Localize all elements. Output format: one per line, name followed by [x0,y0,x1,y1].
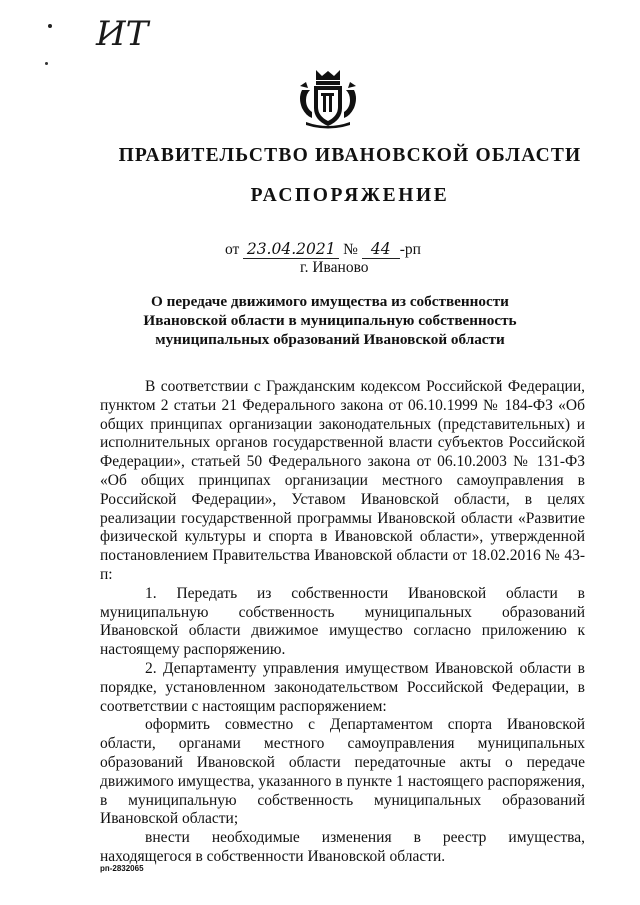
organization-title: ПРАВИТЕЛЬСТВО ИВАНОВСКОЙ ОБЛАСТИ [118,145,582,166]
item-1-paragraph: 1. Передать из собственности Ивановской области в муниципальную собственность муниципальных образований Ивановской области движимое имущество согласно приложению к настоящему распоряжению. [100,584,585,659]
item-2-paragraph: 2. Департаменту управления имуществом Ивановской области в порядке, установленном законодательством Российской Федерации, в соответствии с настоящим распоряжением: [100,659,585,715]
item-2b-paragraph: внести необходимые изменения в реестр имущества, находящегося в собственности Ивановской области. [100,829,585,865]
number-sign: № [343,241,358,258]
preamble-paragraph: В соответствии с Гражданским кодексом Российской Федерации, пунктом 2 статьи 21 Федерального закона от 06.10.1999 № 184-ФЗ «Об общих принципах организации законодательных (представительных) и исполнительных органов государственной власти субъектов Российской Федерации», статьей 50 Федерального закона от 06.10.2003 № 131-ФЗ «Об общих принципах организации местного самоуправления в Российской Федерации», Уставом Ивановской области, в целях реализации государственной программы Ивановской области «Развитие физической культуры и спорта в Ивановской области», утвержденной постановлением Правительства Ивановской области от 18.02.2016 № 43-п: [100,378,585,583]
item-2a-paragraph: оформить совместно с Департаментом спорта Ивановской области, органами местного самоуправления муниципальных образований Ивановской области передаточные акты о передаче движимого имущества, указанного в пункте 1 настоящего распоряжения, в муниципальную собственность муниципальных образований Ивановской области; [100,716,585,828]
city: г. Иваново [300,259,369,276]
stray-ink-dot [45,62,48,65]
footer-document-code: рп-2832065 [100,864,144,873]
document-heading: О передаче движимого имущества из собственности Ивановской области в муниципальную собственность муниципальных образований Ивановской области [143,293,517,348]
number-suffix: -рп [399,241,421,258]
date-prefix: от [225,241,240,258]
document-body [100,378,585,867]
handwritten-date: 23.04.2021 [243,240,339,259]
stray-ink-dot [48,24,52,28]
document-type-title: РАСПОРЯЖЕНИЕ [250,185,450,206]
date-number-line [225,240,421,259]
handwritten-number: 44 [362,240,400,259]
coat-of-arms-icon [296,68,360,130]
handwritten-corner-note: ИТ [96,14,149,54]
